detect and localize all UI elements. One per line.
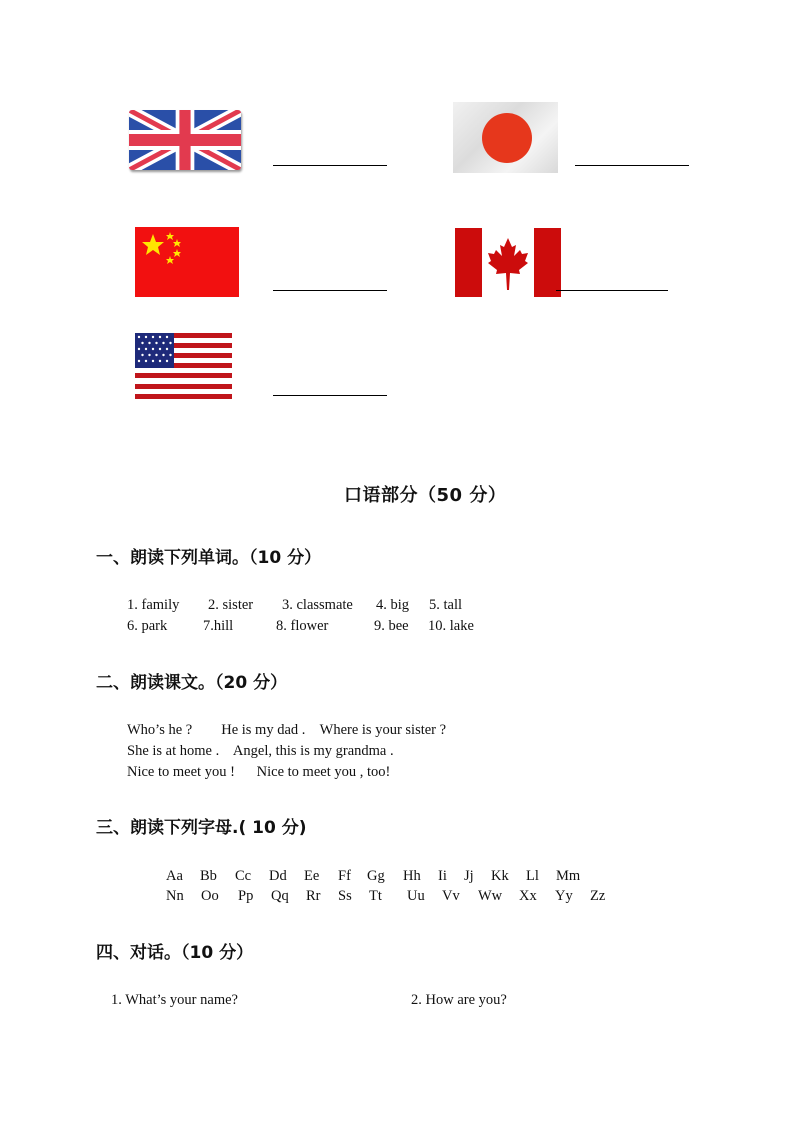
word-item: 6. park (127, 618, 168, 634)
answer-line-usa[interactable] (273, 395, 387, 396)
letter-item: Vv (442, 888, 460, 904)
letter-item: Hh (403, 868, 421, 884)
letter-item: Dd (269, 868, 287, 884)
letter-item: Kk (491, 868, 509, 884)
maple-leaf-icon (485, 236, 531, 293)
word-item: 4. big (376, 597, 410, 613)
letter-item: Qq (271, 888, 289, 904)
letter-item: Jj (464, 868, 474, 884)
answer-line-japan[interactable] (575, 165, 689, 166)
letter-item: Xx (519, 888, 537, 904)
letter-item: Gg (367, 868, 385, 884)
letter-item: Yy (555, 888, 573, 904)
word-item: 9. bee (374, 618, 409, 634)
letter-item: Aa (166, 868, 183, 884)
letter-item: Ww (478, 888, 503, 904)
word-item: 8. flower (276, 618, 329, 634)
china-flag (135, 227, 239, 297)
japan-flag (453, 102, 558, 173)
answer-line-uk[interactable] (273, 165, 387, 166)
letter-item: Rr (306, 888, 321, 904)
uk-flag (129, 110, 241, 170)
usa-flag (135, 333, 232, 399)
text-line-1: Who’s he ? He is my dad . Where is your sister ? (127, 722, 447, 738)
word-item: 10. lake (428, 618, 474, 634)
letter-item: Mm (556, 868, 581, 884)
letter-item: Zz (590, 888, 606, 904)
word-item: 1. family (127, 597, 180, 613)
dialogue-question-1: 1. What’s your name? (111, 992, 238, 1008)
word-item: 3. classmate (282, 597, 353, 613)
letter-item: Bb (200, 868, 217, 884)
section4-heading: 四、对话。（10 分） (96, 943, 254, 963)
text-line-2: She is at home . Angel, this is my grandma . (127, 743, 394, 759)
letter-item: Ii (438, 868, 447, 884)
letter-item: Nn (166, 888, 184, 904)
oral-section-title: 口语部分（50 分） (344, 485, 507, 506)
canada-flag (455, 228, 561, 297)
letter-item: Ll (526, 868, 539, 884)
word-item: 5. tall (429, 597, 463, 613)
letter-item: Tt (369, 888, 382, 904)
section1-heading: 一、朗读下列单词。（10 分） (96, 548, 322, 568)
word-item: 2. sister (208, 597, 254, 613)
letter-item: Ee (304, 868, 320, 884)
letter-item: Oo (201, 888, 219, 904)
dialogue-question-2: 2. How are you? (411, 992, 507, 1008)
answer-line-canada[interactable] (556, 290, 668, 291)
letter-item: Ss (338, 888, 352, 904)
text-line-3: Nice to meet you ! Nice to meet you , too! (127, 764, 391, 780)
letter-item: Uu (407, 888, 425, 904)
section2-heading: 二、朗读课文。（20 分） (96, 673, 288, 693)
letter-item: Cc (235, 868, 252, 884)
letter-item: Pp (238, 888, 254, 904)
red-sun (482, 113, 532, 163)
section3-heading: 三、朗读下列字母.( 10 分) (96, 818, 307, 838)
word-item: 7.hill (203, 618, 234, 634)
answer-line-china[interactable] (273, 290, 387, 291)
letter-item: Ff (338, 868, 351, 884)
